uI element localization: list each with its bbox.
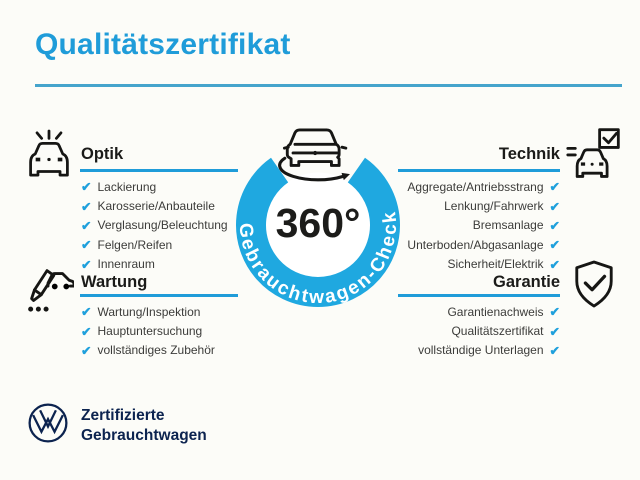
check-icon: ✔ — [81, 257, 92, 272]
vw-logo — [27, 402, 69, 444]
check-icon: ✔ — [81, 305, 92, 320]
checklist-item: Garantienachweis ✔ — [447, 304, 560, 320]
section-divider-optik — [80, 169, 238, 172]
check-icon: ✔ — [81, 199, 92, 214]
checklist-item: ✔ Wartung/Inspektion — [81, 304, 201, 320]
car-checkbox-icon — [565, 126, 623, 182]
section-title-wartung: Wartung — [81, 273, 148, 291]
check-icon: ✔ — [549, 305, 560, 320]
checklist-item: ✔ Felgen/Reifen — [81, 237, 173, 253]
check-icon: ✔ — [549, 324, 560, 339]
check-icon: ✔ — [549, 199, 560, 214]
check-icon: ✔ — [81, 343, 92, 358]
check-icon: ✔ — [81, 218, 92, 233]
section-divider-garantie — [398, 294, 560, 297]
checklist-item: Qualitätszertifikat ✔ — [451, 324, 560, 339]
title-divider — [35, 84, 622, 87]
checklist-item: ✔ Innenraum — [81, 257, 155, 272]
footer-line-1: Zertifizierte — [81, 407, 165, 424]
page-title: Qualitätszertifikat — [35, 28, 291, 61]
checklist-item: Bremsanlage ✔ — [472, 218, 560, 233]
check-icon: ✔ — [81, 238, 92, 253]
car-shine-icon — [26, 127, 72, 181]
section-divider-technik — [398, 169, 560, 172]
check-icon: ✔ — [549, 180, 560, 195]
check-icon: ✔ — [81, 324, 92, 339]
car-rotate-icon — [270, 121, 366, 183]
pencil-car-icon — [22, 258, 74, 316]
shield-check-icon — [572, 259, 616, 311]
check-icon: ✔ — [549, 238, 560, 253]
check-icon: ✔ — [81, 180, 92, 195]
section-divider-wartung — [80, 294, 238, 297]
footer-brand-text — [81, 406, 207, 445]
checklist-item: ✔ Karosserie/Anbauteile — [81, 199, 215, 214]
checklist-item: Sicherheit/Elektrik ✔ — [447, 257, 560, 272]
checklist-item: ✔ vollständiges Zubehör — [81, 343, 215, 358]
checklist-item: vollständige Unterlagen ✔ — [418, 343, 560, 358]
ring-label: Gebrauchtwagen-Check — [234, 208, 402, 309]
check-icon: ✔ — [549, 343, 560, 358]
section-title-technik: Technik — [498, 145, 560, 163]
check-icon: ✔ — [549, 218, 560, 233]
section-title-optik: Optik — [81, 145, 124, 163]
check-icon: ✔ — [549, 257, 560, 272]
section-title-garantie: Garantie — [493, 273, 560, 291]
checklist-item: ✔ Lackierung — [81, 179, 157, 195]
checklist-item: Aggregate/Antriebsstrang ✔ — [407, 179, 560, 195]
checklist-item: ✔ Verglasung/Beleuchtung — [81, 218, 228, 233]
checklist-item: Unterboden/Abgasanlage ✔ — [407, 237, 560, 253]
degree-label: 360° — [275, 200, 361, 246]
checklist-item: Lenkung/Fahrwerk ✔ — [444, 199, 560, 214]
checklist-item: ✔ Hauptuntersuchung — [81, 324, 203, 339]
footer-line-2: Gebrauchtwagen — [81, 426, 207, 444]
